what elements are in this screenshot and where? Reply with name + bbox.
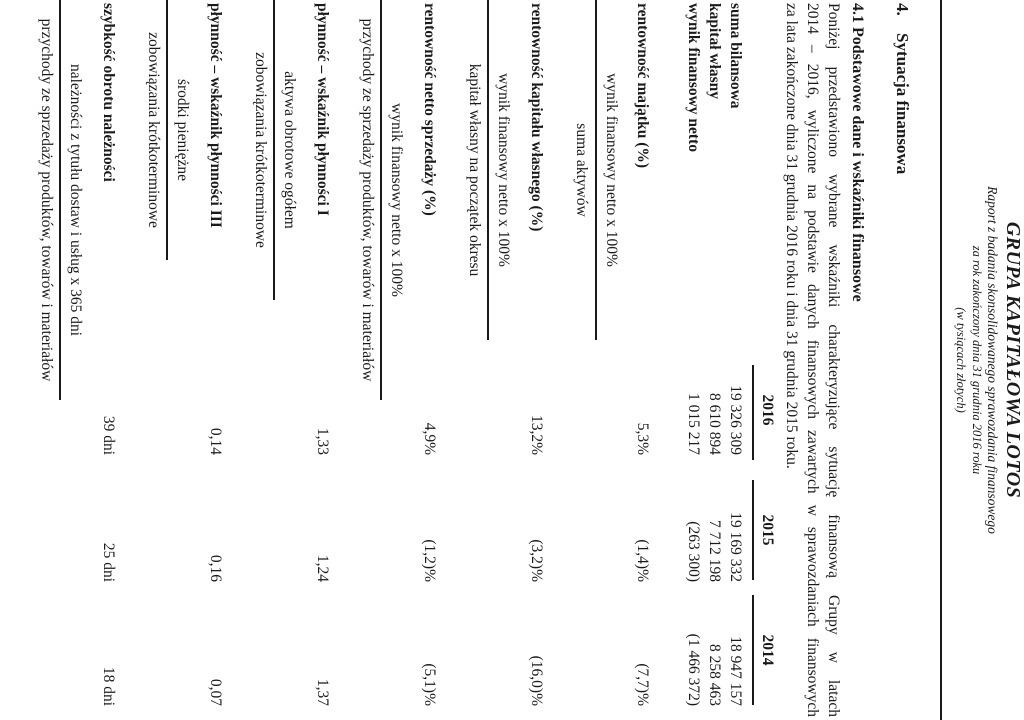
roe-denominator: kapitał własny na początek okresu [466,63,483,277]
column-rule-2015 [753,480,755,580]
net-result-2015: (263 300) [685,521,702,582]
ros-numerator: wynik finansowy netto x 100% [388,103,405,297]
receivables-turnover-2014: 18 dni [100,666,117,706]
row-label-equity: kapitał własny [706,3,723,100]
intro-line: Poniżej przedstawiono wybrane wskaźniki charakteryzujące sytuację finansową Grupy w latach [825,3,842,717]
ratio-label-roa: rentowność majątku (%) [634,3,651,169]
receivables-turnover-2016: 39 dni [100,415,117,455]
receivables-turnover-denominator: przychody ze sprzedaży produktów, towarów i materiałów [38,18,55,382]
ros-2016: 4,9% [421,422,438,455]
subsection-heading: 4.1 Podstawowe dane i wskaźniki finansowe [849,3,866,302]
cash-ratio-fraction-line [167,0,169,260]
ratio-label-receivables-turnover: szybkość obrotu należności [100,3,117,182]
receivables-turnover-2015: 25 dni [100,542,117,582]
total-assets-2014: 18 947 157 [727,636,744,706]
roa-numerator: wynik finansowy netto x 100% [603,73,620,267]
ratio-label-ros: rentowność netto sprzedaży (%) [421,3,438,216]
current-ratio-2014: 1,37 [314,678,331,706]
ratio-label-roe: rentowność kapitału własnego (%) [528,3,545,232]
ratio-label-cash-ratio: płynność – wskaźnik płynności III [207,3,224,228]
current-ratio-2016: 1,33 [314,427,331,455]
cash-ratio-2014: 0,07 [207,678,224,706]
report-period: za rok zakończony dnia 31 grudnia 2016 roku [970,245,984,475]
receivables-turnover-fraction-line [60,0,62,400]
equity-2015: 7 712 198 [706,520,723,582]
ros-fraction-line [381,0,383,400]
ratio-label-current-ratio: płynność – wskaźnik płynności I [314,3,331,216]
intro-line: za lata zakończone dnia 31 grudnia 2016 roku i dnia 31 grudnia 2015 roku. [783,3,800,469]
ros-denominator: przychody ze sprzedaży produktów, towarów i materiałów [359,18,376,382]
roa-2015: (1,4)% [634,539,651,582]
roa-2016: 5,3% [634,422,651,455]
roe-2016: 13,2% [528,414,545,455]
current-ratio-numerator: aktywa obrotowe ogółem [281,71,298,229]
roa-denominator: suma aktywów [573,123,590,217]
current-ratio-fraction-line [274,0,276,300]
column-header-2015: 2015 [759,514,776,546]
section-heading [892,3,912,174]
ros-2015: (1,2)% [421,539,438,582]
roe-numerator: wynik finansowy netto x 100% [495,73,512,267]
roa-2014: (7,7)% [634,663,651,706]
cash-ratio-2016: 0,14 [207,427,224,455]
current-ratio-denominator: zobowiązania krótkoterminowe [252,52,269,248]
cash-ratio-denominator: zobowiązania krótkoterminowe [145,32,162,228]
current-ratio-2015: 1,24 [314,554,331,582]
company-title: GRUPA KAPITAŁOWA LOTOS [1002,221,1024,499]
row-label-net-result: wynik finansowy netto [685,3,702,152]
total-assets-2015: 19 169 332 [727,512,744,582]
cash-ratio-2015: 0,16 [207,554,224,582]
column-header-2014: 2014 [759,634,776,666]
roa-fraction-line [596,0,598,340]
equity-2014: 8 258 463 [706,644,723,706]
report-title: Raport z badania skonsolidowanego sprawozdania finansowego [985,186,1000,534]
cash-ratio-numerator: środki pieniężne [174,78,191,181]
receivables-turnover-numerator: należności z tytułu dostaw i usług x 365 dni [67,63,84,337]
roe-fraction-line [488,0,490,340]
equity-2016: 8 610 894 [706,393,723,455]
section-title: Sytuacja finansowa [893,33,912,175]
roe-2014: (16,0)% [528,655,545,706]
column-header-2016: 2016 [759,394,776,426]
header-rule [940,0,942,720]
units-note: (w tysiącach złotych) [954,307,968,413]
column-rule-2016 [753,365,755,460]
ros-2014: (5,1)% [421,663,438,706]
row-label-total-assets: suma bilansowa [727,3,744,109]
net-result-2016: 1 015 217 [685,393,702,455]
intro-paragraph [781,3,844,717]
section-number: 4. [893,3,912,16]
roe-2015: (3,2)% [528,539,545,582]
column-rule-2014 [753,595,755,705]
total-assets-2016: 19 326 309 [727,385,744,455]
net-result-2014: (1 466 372) [685,633,702,706]
intro-line: 2014 – 2016, wyliczone na podstawie danych finansowych zawartych w sprawozdaniach finansowych [804,3,821,717]
